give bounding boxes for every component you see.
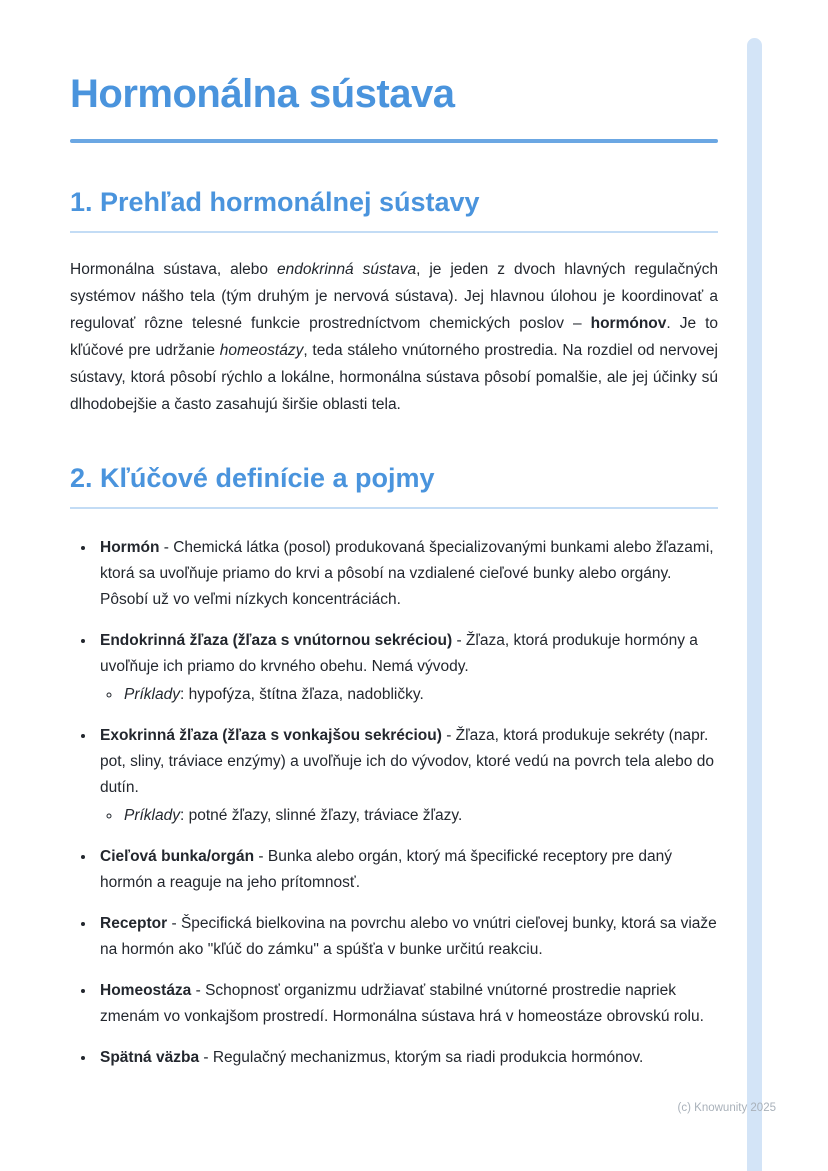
text-run: , teda stáleho vnútorného prostredia. Na rozdiel od nervovej sústavy, ktorá pôsobí rýchlo a lokálne, hormonálna sústava pôsobí pomalšie, ale jej účinky sú dlhodobejšie a často zasahujú širšie oblasti tela.	[70, 341, 718, 413]
page-title: Hormonálna sústava	[70, 72, 455, 116]
definition-text: - Chemická látka (posol) produkovaná špecializovanými bunkami alebo žľazami, ktorá sa uvoľňuje priamo do krvi a pôsobí na vzdialené cieľové bunky alebo orgány. Pôsobí už vo veľmi nízkych koncentráciách.	[100, 538, 714, 608]
definition-text: - Schopnosť organizmu udržiavať stabilné vnútorné prostredie napriek zmenám vo vonkajšom prostredí. Hormonálna sústava hrá v homeostáze obrovskú rolu.	[100, 982, 704, 1026]
footer-credit: (c) Knowunity 2025	[677, 1102, 776, 1114]
definition-term: Hormón	[100, 538, 160, 556]
definition-text: - Žľaza, ktorá produkuje sekréty (napr. pot, sliny, tráviace enzýmy) a uvoľňuje ich do vývodov, ktoré vedú na povrch tela alebo do dutín.	[100, 727, 714, 797]
definition-text: - Regulačný mechanizmus, ktorým sa riadi produkcia hormónov.	[199, 1049, 644, 1067]
list-item	[96, 723, 718, 829]
section-2-heading: 2. Kľúčové definície a pojmy	[70, 463, 718, 509]
list-item	[96, 978, 718, 1030]
definition-term: Receptor	[100, 915, 168, 933]
sub-list-item	[122, 682, 718, 708]
definition-text: - Špecifická bielkovina na povrchu alebo vo vnútri cieľovej bunky, ktorá sa viaže na hormón ako "kľúč do zámku" a spúšťa v bunke určitú reakciu.	[100, 915, 717, 959]
definition-term: Exokrinná žľaza (žľaza s vonkajšou sekréciou)	[100, 727, 442, 744]
examples-lead: Príklady	[124, 685, 180, 703]
definitions-list	[70, 535, 718, 1072]
text-run-italic: homeostázy	[219, 341, 304, 359]
text-run-italic: endokrinná sústava	[276, 261, 417, 278]
text-run: , je jeden z dvoch hlavných regulačných systémov nášho tela (tým druhým je nervová sústava). Jej hlavnou úlohou je koordinovať a regulovať rôzne telesné funkcie prostredníctvom chemických poslov –	[70, 261, 718, 332]
definition-term: Spätná väzba	[100, 1049, 200, 1067]
examples-sublist	[100, 803, 718, 829]
document-content	[70, 72, 718, 1086]
list-item	[96, 535, 718, 613]
examples-sublist	[100, 682, 718, 708]
sub-list-item	[122, 803, 718, 829]
definition-term: Cieľová bunka/orgán	[100, 848, 255, 866]
list-item	[96, 844, 718, 896]
text-run-bold: hormónov	[590, 314, 667, 332]
definition-term: Homeostáza	[100, 982, 192, 1000]
scrollbar[interactable]	[747, 38, 762, 1171]
definition-term: Endokrinná žľaza (žľaza s vnútornou sekréciou)	[100, 631, 453, 649]
text-run: Hormonálna sústava, alebo	[70, 261, 277, 278]
examples-text: : potné žľazy, slinné žľazy, tráviace žľazy.	[180, 807, 463, 825]
list-item	[96, 911, 718, 963]
title-divider	[70, 139, 718, 143]
text-run: . Je to kľúčové pre udržanie	[70, 314, 719, 359]
section-1-heading: 1. Prehľad hormonálnej sústavy	[70, 187, 718, 233]
examples-text: : hypofýza, štítna žľaza, nadobličky.	[180, 685, 424, 703]
overview-paragraph	[70, 257, 718, 419]
examples-lead: Príklady	[124, 807, 180, 825]
list-item	[96, 628, 718, 708]
definition-text: - Žľaza, ktorá produkuje hormóny a uvoľňuje ich priamo do krvného obehu. Nemá vývody.	[100, 631, 698, 675]
list-item	[96, 1045, 718, 1071]
definition-text: - Bunka alebo orgán, ktorý má špecifické receptory pre daný hormón a reaguje na jeho prítomnosť.	[100, 848, 672, 892]
